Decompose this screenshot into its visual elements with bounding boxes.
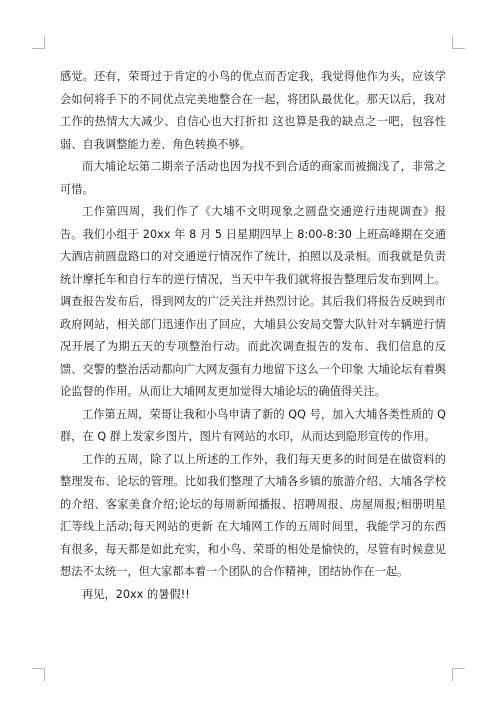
paragraph-week-five: 工作第五周，荣哥让我和小鸟申请了新的 QQ 号，加入大埔各类性质的 Q 群，在 Q 群上发家乡图片，图片有网站的水印，从而达到隐形宣传的作用。: [60, 407, 446, 443]
paragraph-week-four: 工作第四周，我们作了《大埔不文明现象之圆盘交通逆行违规调查》报告。我们小组于 20xx 年 8 月 5 日星期四早上 8:00-8:30 上班高峰期在交通大酒店前圆盘路口的对交通逆行情况作了统计，拍照以及录相。而我就是负责统计摩托车和自行车的逆行情况，当天中午我们就将报告整理后发布到网上。调查报告发布后，得到网友的广泛关注并热烈讨论。其后我们将报告反映到市政府网站，相关部门迅速作出了回应，大埔县公安局交警大队针对车辆逆行情况开展了为期五天的专项整治行动。而此次调查报告的发布、我们信息的反馈、交警的整治活动都向广大网友强有力地留下这么一个印象 大埔论坛有着舆论监督的作用。从而让大埔网友更加觉得大埔论坛的确值得关注。: [60, 205, 446, 398]
crop-mark-bottom-right: [452, 668, 465, 681]
crop-mark-top-left: [32, 36, 45, 49]
paragraph-five-weeks-summary: 工作的五周，除了以上所述的工作外，我们每天更多的时间是在做资料的整理发布、论坛的管理。比如我们整理了大埔各乡镇的旅游介绍、大埔各学校的介绍、客家美食介绍;论坛的每周新闻播报、招聘周报、房屋周报;相册明星汇等线上活动;每天网站的更新 在大埔网工作的五周时间里，我能学习的东西有很多，每天都是如此充实，和小鸟、荣哥的相处是愉快的，尽管有时候意见想法不太统一，但大家都本着一个团队的合作精神，团结协作在一起。: [60, 452, 446, 578]
crop-mark-bottom-left: [32, 668, 45, 681]
paragraph-farewell: 再见，20xx 的暑假!!: [82, 587, 190, 601]
document-body: [60, 66, 446, 606]
paragraph-second-forum-activity: 而大埔论坛第二期亲子活动也因为找不到合适的商家而被搁浅了，非常之可惜。: [60, 160, 446, 196]
paragraph-continuation: 感觉。还有，荣哥过于肯定的小鸟的优点而否定我，我觉得他作为头，应该学会如何将手下的不同优点完美地整合在一起，将团队最优化。那天以后，我对工作的热情大大减少、自信心也大打折扣 这也算是我的缺点之一吧，包容性弱、自我调整能力差、角色转换不够。: [60, 70, 446, 151]
crop-mark-top-right: [452, 36, 465, 49]
